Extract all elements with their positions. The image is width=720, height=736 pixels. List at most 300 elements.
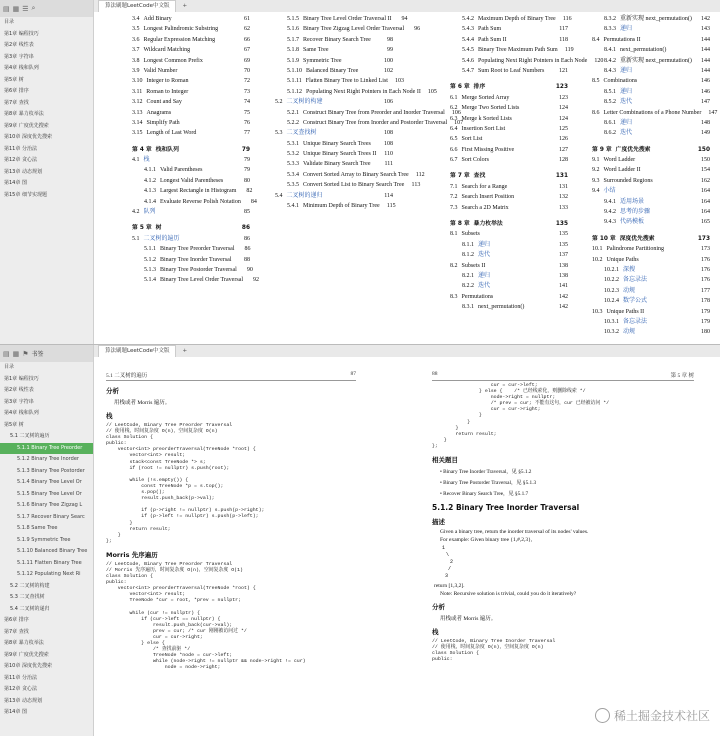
toc-entry[interactable] — [592, 45, 710, 55]
sidebar-item[interactable]: 5.1.6 Binary Tree Zigzag L — [17, 502, 83, 508]
toc-page: 72 — [244, 78, 250, 85]
toc-page: 73 — [244, 88, 250, 95]
code-block: cur = cur->left; } else { /* 已经线索化，则删除线索 */ node->right = nullptr; /* prev = cur; 不能有这句，cur 已经被访问 */ cur = cur->right; } } } return result; } }; — [432, 383, 610, 449]
toc-title: Maximum Depth of Binary Tree — [478, 16, 556, 22]
toc-entry[interactable] — [592, 14, 710, 24]
toc-page: 85 — [244, 209, 250, 216]
toc-entry[interactable] — [450, 114, 568, 124]
toc-page: 67 — [244, 47, 250, 54]
toc-entry[interactable] — [275, 201, 396, 211]
toc-title: Word Ladder — [603, 157, 636, 164]
toc-page: 82 — [246, 188, 253, 195]
toc-entry[interactable] — [592, 56, 710, 66]
tree-node: 2 — [450, 559, 454, 566]
toc-number: 5.3.2 — [287, 151, 299, 158]
toc-number: 4.1.1 — [144, 167, 156, 174]
toc-entry[interactable] — [450, 14, 572, 24]
toc-entry[interactable] — [592, 317, 710, 327]
toc-title: 备忘录法 — [623, 318, 648, 325]
toc-entry[interactable] — [275, 14, 408, 24]
sidebar-item[interactable]: 第8章 暴力枚举法 — [4, 111, 44, 117]
tree-node: 1 — [442, 545, 446, 552]
sidebar-item[interactable]: 5.1.9 Symmetric Tree — [17, 536, 71, 543]
toc-number: 5.1.4 — [144, 277, 156, 284]
toc-entry[interactable] — [592, 66, 710, 76]
toc-entry[interactable] — [450, 103, 568, 113]
toc-entry[interactable] — [450, 145, 568, 155]
sidebar-item[interactable]: 5.2 二叉树的构建 — [10, 582, 50, 589]
sidebar-item[interactable]: 5.1.5 Binary Tree Level Or — [17, 490, 82, 497]
toc-entry[interactable] — [450, 271, 568, 281]
toc-entry[interactable] — [592, 327, 710, 337]
toc-entry[interactable] — [275, 170, 425, 180]
toc-entry[interactable] — [275, 159, 393, 169]
toc-entry[interactable] — [450, 24, 568, 34]
toc-number: 10.2.4 — [604, 298, 619, 305]
toc-entry[interactable] — [450, 182, 568, 192]
toc-number: 5.4.5 — [462, 47, 474, 54]
toc-entry[interactable] — [132, 265, 253, 275]
toc-entry[interactable] — [450, 292, 568, 302]
toc-entry[interactable] — [592, 97, 710, 107]
toc-entry[interactable] — [450, 302, 568, 312]
toc-entry[interactable] — [592, 197, 710, 207]
related-item[interactable]: • Binary Tree Inorder Traversal，见 §5.1.2 — [440, 469, 532, 476]
toc-title: 迭代 — [620, 130, 633, 137]
toc-entry[interactable] — [132, 45, 250, 55]
document-view[interactable] — [94, 357, 720, 736]
toc-entry[interactable] — [132, 128, 250, 138]
toc-entry[interactable] — [592, 35, 710, 45]
sidebar-item[interactable]: 第1章 编程技巧 — [4, 375, 39, 382]
toc-number: 5.4.6 — [462, 57, 474, 64]
new-tab-button[interactable]: + — [182, 348, 188, 354]
toc-entry[interactable] — [132, 165, 250, 175]
toc-title: Combinations — [603, 78, 638, 85]
toc-entry[interactable] — [275, 45, 393, 55]
toc-page: 116 — [562, 16, 572, 22]
toc-title: Convert Sorted Array to Binary Search Tree — [303, 171, 409, 178]
toc-entry[interactable] — [275, 97, 393, 107]
toc-title: Sort Colors — [461, 157, 490, 164]
toc-entry[interactable] — [592, 165, 710, 175]
toc-number: 5.4.7 — [462, 67, 474, 74]
toc-page: 135 — [559, 241, 568, 248]
toc-number: 9.2 — [592, 167, 600, 174]
toc-entry[interactable] — [132, 24, 250, 34]
toc-entry[interactable] — [592, 76, 710, 86]
toc-number: 8.3.1 — [462, 304, 474, 311]
toc-number: 5.4 — [275, 192, 283, 199]
toc-entry[interactable] — [275, 139, 393, 149]
toc-title: 迭代 — [478, 283, 491, 290]
toc-entry[interactable] — [275, 66, 393, 76]
toc-entry[interactable] — [275, 24, 421, 34]
toc-number: 10.2.3 — [604, 287, 619, 294]
toc-entry[interactable] — [132, 244, 250, 254]
toc-title: 迭代 — [620, 99, 633, 106]
toc-entry[interactable] — [450, 261, 568, 271]
toc-page: 179 — [701, 318, 710, 325]
toc-entry[interactable] — [275, 76, 404, 86]
new-tab-button[interactable]: + — [182, 3, 188, 9]
toc-entry[interactable] — [592, 176, 710, 186]
toc-chapter[interactable] — [132, 145, 250, 155]
toc-entry[interactable] — [132, 66, 250, 76]
toc-entry[interactable] — [592, 244, 710, 254]
toc-page: 176 — [701, 266, 710, 273]
sidebar-item[interactable]: 5.1.1 Binary Tree Preorder — [0, 443, 93, 455]
toc-title: Simplify Path — [146, 119, 180, 126]
toc-number: 5.4.2 — [462, 16, 474, 22]
bookmark-icon[interactable]: ⚑ — [22, 349, 29, 358]
toc-entry[interactable] — [592, 217, 710, 227]
toc-title: Search a 2D Matrix — [461, 204, 509, 211]
toc-title: 重新实现 next_permutation() — [620, 57, 692, 64]
toc-entry[interactable] — [132, 176, 250, 186]
toc-title: First Missing Positive — [461, 146, 515, 153]
bookmark-sidebar — [0, 345, 94, 736]
search-icon[interactable]: ⌕ — [31, 4, 36, 12]
toc-entry[interactable] — [592, 307, 710, 317]
toc-number: 8.5.2 — [604, 99, 616, 106]
toc-entry[interactable] — [450, 240, 568, 250]
toc-number: 8.3 — [450, 293, 458, 300]
toc-entry[interactable] — [450, 281, 568, 291]
toc-number: 8.5.1 — [604, 88, 616, 95]
sidebar-item[interactable]: 5.1.3 Binary Tree Postorder — [17, 467, 85, 474]
toc-entry[interactable] — [132, 275, 259, 285]
toc-entry[interactable] — [275, 128, 393, 138]
toc-entry[interactable] — [450, 45, 574, 55]
toc-entry[interactable] — [132, 155, 250, 165]
toc-number: 5.1.6 — [287, 26, 299, 33]
toc-title: Sum Root to Leaf Numbers — [478, 67, 545, 74]
toc-entry[interactable] — [132, 76, 250, 86]
toc-entry[interactable] — [592, 155, 710, 165]
toc-entry[interactable] — [450, 93, 568, 103]
toc-entry[interactable] — [592, 87, 710, 97]
toc-title: Merge k Sorted Lists — [461, 115, 512, 122]
related-item[interactable]: • Recover Binary Search Tree，见 §5.1.7 — [440, 491, 529, 498]
toc-number: 第 7 章 — [450, 173, 470, 180]
toc-entry[interactable] — [450, 155, 568, 165]
sidebar-item[interactable]: 第13章 动态规划 — [4, 168, 42, 175]
thumbnail-icon[interactable]: ▦ — [12, 4, 20, 13]
sidebar-item[interactable]: 第6章 排序 — [4, 617, 29, 623]
toc-entry[interactable] — [275, 35, 393, 45]
toc-chapter[interactable] — [132, 223, 250, 233]
toc-chapter[interactable] — [450, 82, 568, 92]
sidebar-item[interactable]: 第4章 栈和队列 — [4, 410, 39, 416]
sidebar-item[interactable]: 目录 — [4, 364, 15, 370]
toc-entry[interactable] — [450, 66, 568, 76]
toc-title: Longest Palindromic Substring — [143, 26, 219, 33]
toc-number: 3.12 — [132, 99, 143, 106]
toc-number: 5.1.3 — [144, 266, 156, 273]
toc-page: 79 — [244, 167, 250, 174]
page-number: 87 — [350, 371, 356, 377]
toc-number: 3.10 — [132, 78, 143, 85]
toc-entry[interactable] — [592, 286, 710, 296]
sidebar-item[interactable]: 第14章 图 — [4, 709, 27, 715]
toc-page: 138 — [559, 272, 568, 279]
toc-entry[interactable] — [592, 128, 710, 138]
toc-entry[interactable] — [592, 275, 710, 285]
toc-number: 第 4 章 — [132, 146, 152, 153]
toc-entry[interactable] — [132, 87, 250, 97]
sidebar-item[interactable]: 第2章 线性表 — [4, 387, 34, 393]
toc-number: 8.1 — [450, 231, 458, 238]
toc-entry[interactable] — [132, 108, 250, 118]
stack-heading: 栈 — [106, 412, 113, 420]
toc-number: 8.3.3 — [604, 26, 616, 33]
toc-entry[interactable] — [450, 229, 568, 239]
toc-page: 142 — [559, 304, 568, 311]
list-icon[interactable]: ☰ — [22, 4, 29, 13]
watermark-text: 稀土掘金技术社区 — [613, 709, 710, 723]
toc-page: 148 — [701, 119, 710, 126]
toc-title: Merge Two Sorted Lists — [461, 105, 520, 112]
sidebar-item[interactable]: 第4章 栈和队列 — [4, 65, 39, 71]
toc-number: 10.2.2 — [604, 277, 619, 284]
sidebar-item[interactable]: 目录 — [4, 19, 15, 25]
sidebar-item[interactable]: 第5章 树 — [4, 76, 24, 83]
document-view[interactable] — [94, 12, 720, 352]
toc-page: 164 — [701, 198, 710, 205]
toc-number: 5.3 — [275, 130, 283, 137]
sidebar-item[interactable]: 5.1 二叉树的遍历 — [10, 433, 50, 439]
toc-page: 141 — [559, 283, 568, 290]
toc-page: 178 — [701, 298, 710, 305]
toc-title: Unique Paths — [606, 256, 639, 263]
toc-entry[interactable] — [132, 197, 257, 207]
toc-title: 查找 — [473, 173, 486, 180]
toc-page: 99 — [387, 47, 393, 54]
sidebar-item[interactable]: 5.1.7 Recover Binary Searc — [17, 513, 85, 520]
toc-number: 8.3.2 — [604, 16, 616, 22]
toc-page: 86 — [244, 246, 251, 253]
toc-entry[interactable] — [450, 134, 568, 144]
toc-chapter[interactable] — [592, 234, 710, 244]
sidebar-item[interactable]: 第6章 排序 — [4, 88, 29, 94]
toc-number: 10.2 — [592, 256, 603, 263]
toc-title: Balanced Binary Tree — [306, 67, 359, 74]
toc-entry[interactable] — [450, 56, 604, 66]
toc-title: 广度优先搜索 — [615, 146, 651, 153]
toc-title: 适用场景 — [620, 198, 645, 205]
toc-page: 137 — [559, 252, 568, 259]
toc-number: 5.1.10 — [287, 67, 302, 74]
toc-entry[interactable] — [450, 192, 568, 202]
toc-title: 栈 — [143, 157, 150, 164]
toc-page: 147 — [701, 99, 710, 106]
toc-number: 10.2.1 — [604, 266, 619, 273]
document-tab[interactable]: 算法刷题LeetCode中文版 — [98, 0, 176, 12]
sidebar-item[interactable]: 第5章 树 — [4, 421, 24, 428]
sidebar-item[interactable]: 5.4 二叉树的递归 — [10, 605, 50, 612]
toc-entry[interactable] — [132, 56, 250, 66]
toc-entry[interactable] — [450, 124, 568, 134]
toc-entry[interactable] — [275, 87, 437, 97]
toc-chapter[interactable] — [450, 219, 568, 229]
sidebar-item[interactable]: 第7章 查找 — [4, 99, 29, 106]
sidebar-item[interactable]: 第8章 暴力枚举法 — [4, 640, 44, 646]
toc-page: 162 — [701, 177, 710, 184]
toc-number: 5.1.12 — [287, 88, 302, 95]
sidebar-item[interactable]: 第15章 细节实现题 — [4, 191, 47, 198]
toc-number: 9.4.1 — [604, 198, 616, 205]
toc-number: 第 8 章 — [450, 221, 470, 228]
sidebar-item[interactable]: 第3章 字符串 — [4, 53, 34, 60]
toc-page: 131 — [555, 173, 568, 180]
toc-entry[interactable] — [132, 255, 250, 265]
toc-title: 代码模板 — [620, 219, 645, 226]
sidebar-item[interactable]: 5.1.2 Binary Tree Inorder — [17, 456, 79, 462]
toc-number: 5.2.2 — [287, 119, 299, 126]
toc-page: 176 — [701, 277, 710, 284]
toc-title: Recover Binary Search Tree — [303, 36, 371, 43]
toc-number: 6.1 — [450, 94, 458, 101]
toc-entry[interactable] — [592, 118, 710, 128]
toc-page: 144 — [701, 67, 710, 74]
toc-page: 144 — [701, 47, 710, 54]
toc-page: 106 — [451, 109, 461, 116]
toc-page: 173 — [697, 235, 710, 242]
toc-column — [592, 14, 718, 338]
toc-title: 递归 — [478, 272, 491, 279]
toc-entry[interactable] — [132, 186, 253, 196]
toc-entry[interactable] — [275, 191, 393, 201]
toc-entry[interactable] — [132, 97, 250, 107]
toc-page: 146 — [701, 78, 710, 85]
sidebar-item[interactable]: 第11章 分治法 — [4, 674, 37, 681]
sidebar-item[interactable]: 第9章 广度优先搜索 — [4, 122, 49, 129]
sidebar-item[interactable]: 第10章 深度优先搜索 — [4, 134, 52, 140]
toc-title: Construct Binary Tree from Preorder and Inorder Traversal — [303, 109, 445, 116]
toc-entry[interactable] — [450, 35, 568, 45]
toc-number: 9.1 — [592, 157, 600, 164]
toc-number: 8.6.2 — [604, 130, 616, 137]
toc-number: 5.1.2 — [144, 256, 156, 263]
toc-chapter[interactable] — [592, 145, 710, 155]
toc-title: 深度优先搜索 — [619, 235, 655, 242]
toc-title: Evaluate Reverse Polish Notation — [160, 198, 241, 205]
toc-page: 96 — [414, 26, 421, 33]
sidebar-item[interactable]: 第14章 图 — [4, 180, 27, 186]
sidebar-item[interactable]: 第11章 分治法 — [4, 145, 37, 152]
toc-page: 100 — [384, 57, 393, 64]
toc-number: 3.13 — [132, 109, 143, 116]
toc-page: 108 — [384, 130, 393, 137]
toc-entry[interactable] — [275, 180, 421, 190]
toc-title: Word Ladder II — [603, 167, 641, 174]
toc-page: 76 — [244, 119, 250, 126]
toc-title: Longest Valid Parentheses — [160, 177, 224, 184]
toc-entry[interactable] — [132, 234, 250, 244]
toc-page: 144 — [701, 57, 710, 64]
toc-page: 107 — [454, 119, 464, 126]
sidebar-item[interactable]: 第7章 查找 — [4, 628, 29, 635]
toc-column — [132, 14, 259, 286]
toc-number: 4.1.3 — [144, 188, 156, 195]
sidebar-item[interactable]: 5.1.12 Populating Next Ri — [17, 571, 81, 577]
toc-page: 77 — [244, 130, 250, 137]
sidebar-item[interactable]: 第12章 贪心法 — [4, 157, 37, 163]
document-tab[interactable]: 算法刷题LeetCode中文版 — [98, 345, 176, 357]
sidebar-item[interactable]: 第9章 广度优先搜索 — [4, 651, 49, 658]
toc-title: Populating Next Right Pointers in Each Node — [478, 57, 588, 64]
toc-number: 6.6 — [450, 146, 458, 153]
toc-title: Symmetric Tree — [303, 57, 342, 64]
toc-page: 112 — [415, 171, 425, 178]
sidebar-item[interactable]: 第1章 编程技巧 — [4, 30, 39, 37]
toc-title: 思考的步骤 — [620, 209, 651, 216]
sidebar-toggle-icon[interactable]: ▤ — [3, 349, 10, 358]
toc-chapter[interactable] — [450, 171, 568, 181]
toc-page: 123 — [559, 94, 568, 101]
tree-node: 3 — [445, 573, 449, 580]
toc-entry[interactable] — [592, 24, 710, 34]
code-block: // LeetCode, Binary Tree Preorder Traversal // Morris 先序遍历，时间复杂度 O(n)，空间复杂度 O(1) class Solution { public: vector<int> preorderTraversal(TreeNode *root) { vector<int> result; TreeNode *cur = root, *prev = nullptr; while (cur != nullptr) { if (cur->left == nullptr) { result.push_back(cur->val); prev = cur; /* cur 刚刚被访问过 */ cur = cur->right; } else { /* 查找前驱 */ TreeNode *node = cur->left; while (node->right != nullptr && node->right != cur) node = node->right; — [106, 561, 306, 671]
related-item[interactable]: • Binary Tree Postorder Traversal，见 §5.1.3 — [440, 480, 537, 487]
toc-entry[interactable] — [450, 250, 568, 260]
community-logo-icon — [595, 708, 610, 723]
toc-entry[interactable] — [592, 186, 710, 196]
toc-page: 126 — [559, 136, 568, 143]
toc-page: 144 — [701, 36, 710, 43]
sidebar-item[interactable]: 第2章 线性表 — [4, 42, 34, 48]
sidebar-item[interactable]: 第12章 贪心法 — [4, 686, 37, 692]
sidebar-item[interactable]: 第10章 深度优先搜索 — [4, 663, 52, 669]
toc-title: 递归 — [620, 67, 633, 74]
toc-number: 3.11 — [132, 88, 143, 95]
toc-number: 10.1 — [592, 246, 603, 253]
sidebar-item[interactable]: 5.3 二叉查找树 — [10, 594, 45, 600]
toc-entry[interactable] — [592, 207, 710, 217]
toc-entry[interactable] — [132, 14, 250, 24]
toc-entry[interactable] — [592, 108, 718, 118]
thumbnail-icon[interactable]: ▦ — [12, 349, 20, 358]
toc-page: 154 — [701, 167, 710, 174]
toc-entry[interactable] — [592, 265, 710, 275]
toc-entry[interactable] — [132, 35, 250, 45]
sidebar-item[interactable]: 5.1.8 Same Tree — [17, 525, 58, 531]
sidebar-item[interactable]: 第13章 动态规划 — [4, 697, 42, 704]
toc-title: 二叉树的构建 — [286, 99, 323, 106]
toc-entry[interactable] — [592, 296, 710, 306]
page-number: 88 — [432, 371, 438, 377]
sidebar-item[interactable]: 第3章 字符串 — [4, 398, 34, 405]
toc-number: 6.4 — [450, 125, 458, 132]
toc-entry[interactable] — [275, 149, 393, 159]
toc-page: 111 — [384, 161, 393, 168]
toc-entry[interactable] — [275, 56, 393, 66]
toc-entry[interactable] — [450, 203, 568, 213]
sidebar-item[interactable]: 5.1.11 Flatten Binary Tree — [17, 559, 82, 566]
sidebar-item[interactable]: 5.1.4 Binary Tree Level Or — [17, 479, 82, 485]
toc-entry[interactable] — [132, 118, 250, 128]
toc-title: Flatten Binary Tree to Linked List — [305, 78, 388, 85]
toc-title: Populating Next Right Pointers in Each Node II — [306, 88, 421, 95]
toc-title: Roman to Integer — [146, 88, 189, 95]
sidebar-toggle-icon[interactable]: ▤ — [3, 4, 10, 13]
page-header — [106, 371, 356, 381]
sidebar-item[interactable]: 5.1.10 Balanced Binary Tree — [17, 548, 88, 554]
toc-entry[interactable] — [132, 207, 250, 217]
toc-entry[interactable] — [592, 255, 710, 265]
toc-number: 10.3.2 — [604, 329, 619, 336]
